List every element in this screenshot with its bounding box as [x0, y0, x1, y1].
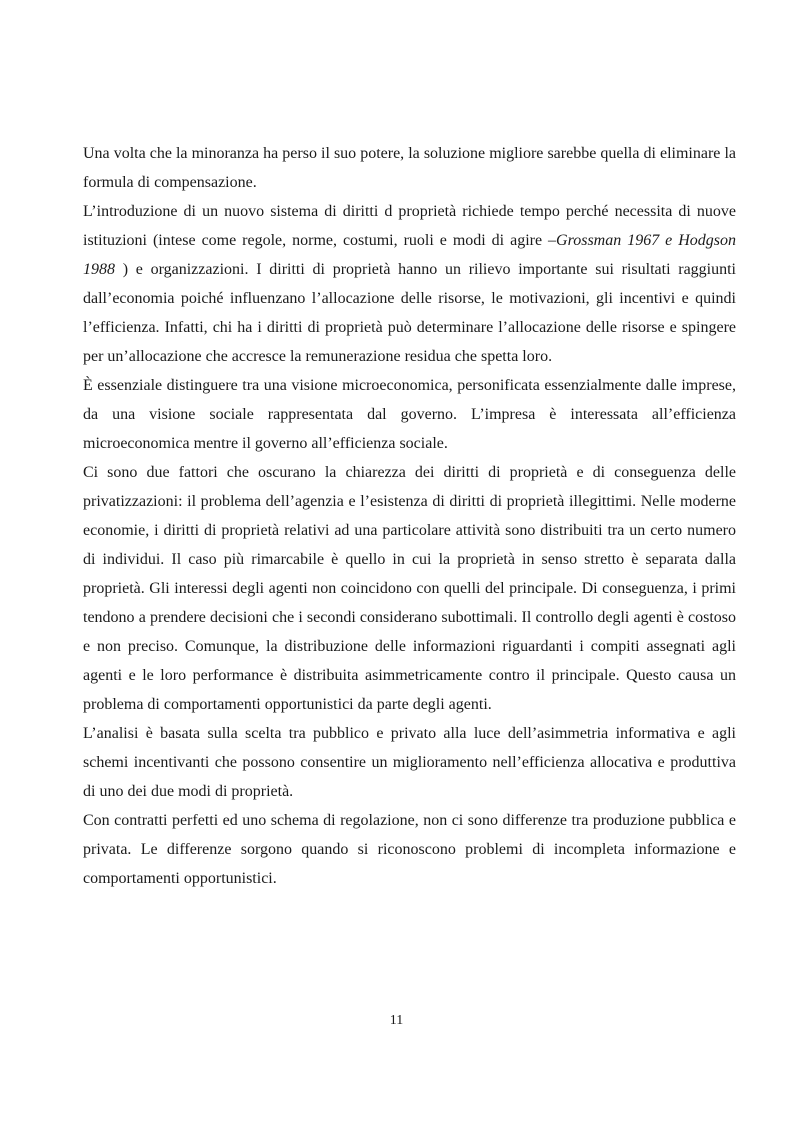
- page-number: 11: [389, 1013, 404, 1028]
- document-body: [83, 139, 736, 893]
- paragraph-text-after-citation: ) e organizzazioni. I diritti di proprietà hanno un rilievo importante sui risultati raggiunti dall’economia poiché influenzano l’allocazione delle risorse, le motivazioni, gli incentivi e quindi l’efficienza. Infatti, chi ha i diritti di proprietà può determinare l’allocazione delle risorse e spingere per un’allocazione che accresce la remunerazione residua che spetta loro.: [83, 261, 736, 365]
- paragraph-perfect-contracts: Con contratti perfetti ed uno schema di regolazione, non ci sono differenze tra produzione pubblica e privata. Le differenze sorgono quando si riconoscono problemi di incompleta informazione e comportamenti opportunistici.: [83, 812, 736, 887]
- paragraph-text-before-citation: L’introduzione di un nuovo sistema di diritti d proprietà richiede tempo perché necessita di nuove istituzioni (intese come regole, norme, costumi, ruoli e modi di agire: [83, 203, 736, 249]
- paragraph-minority-power: Una volta che la minoranza ha perso il suo potere, la soluzione migliore sarebbe quella di eliminare la formula di compensazione.: [83, 145, 736, 191]
- citation-grossman-hodgson: –Grossman 1967 e Hodgson 1988: [83, 232, 736, 278]
- paragraph-property-rights-system: [83, 197, 736, 371]
- paragraph-analysis: L’analisi è basata sulla scelta tra pubblico e privato alla luce dell’asimmetria informativa e agli schemi incentivanti che possono consentire un miglioramento nell’efficienza allocativa e produttiva di uno dei due modi di proprietà.: [83, 725, 736, 800]
- paragraph-micro-vs-social: È essenziale distinguere tra una visione microeconomica, personificata essenzialmente dalle imprese, da una visione sociale rappresentata dal governo. L’impresa è interessata all’efficienza microeconomica mentre il governo all’efficienza sociale.: [83, 377, 736, 452]
- paragraph-agency-problem: Ci sono due fattori che oscurano la chiarezza dei diritti di proprietà e di conseguenza delle privatizzazioni: il problema dell’agenzia e l’esistenza di diritti di proprietà illegittimi. Nelle moderne economie, i diritti di proprietà relativi ad una particolare attività sono distribuiti tra un certo numero di individui. Il caso più rimarcabile è quello in cui la proprietà in senso stretto è separata dalla proprietà. Gli interessi degli agenti non coincidono con quelli del principale. Di conseguenza, i primi tendono a prendere decisioni che i secondi considerano subottimali. Il controllo degli agenti è costoso e non preciso. Comunque, la distribuzione delle informazioni riguardanti i compiti assegnati agli agenti e le loro performance è distribuita asimmetricamente contro il principale. Questo causa un problema di comportamenti opportunistici da parte degli agenti.: [83, 464, 736, 713]
